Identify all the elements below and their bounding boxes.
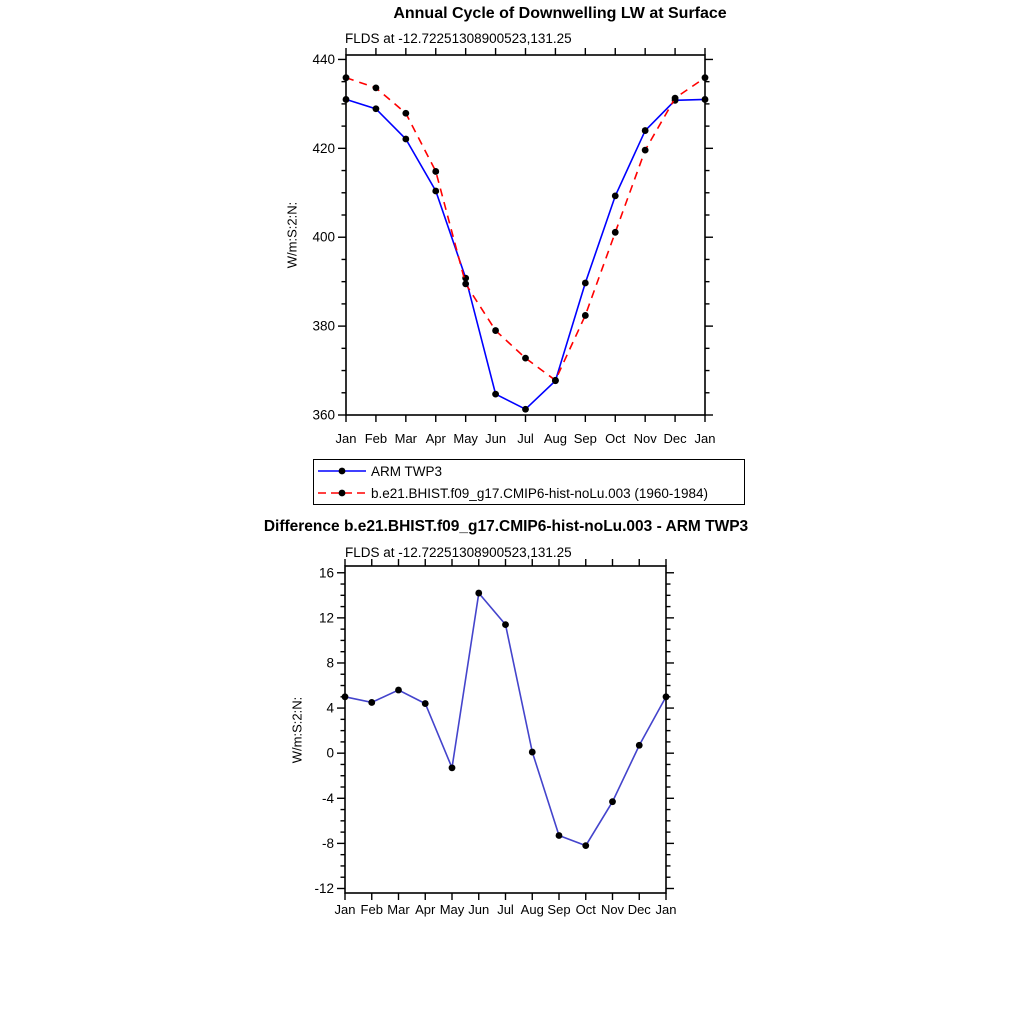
top-chart	[312, 48, 715, 446]
top-chart-y-axis-label: W/m:S:2:N:	[284, 201, 300, 269]
data-point	[475, 590, 482, 597]
data-point	[522, 355, 529, 362]
y-tick-label: 360	[312, 407, 335, 423]
data-point	[492, 391, 499, 398]
y-tick-label: 420	[312, 140, 335, 156]
top-chart-series-line-1	[346, 78, 705, 381]
data-point	[702, 74, 709, 81]
x-tick-label: Feb	[364, 431, 388, 446]
x-tick-label: Nov	[600, 902, 625, 917]
y-tick-label: 4	[326, 700, 334, 716]
data-point	[529, 749, 536, 756]
x-tick-label: Jan	[335, 431, 357, 446]
legend-item-model	[314, 482, 744, 504]
x-tick-label: May	[439, 902, 465, 917]
data-point	[582, 842, 589, 849]
data-point	[462, 280, 469, 287]
bottom-chart-frame	[345, 566, 666, 893]
top-chart-subtitle: FLDS at -12.72251308900523,131.25	[345, 31, 572, 46]
legend-label-model: b.e21.BHIST.f09_g17.CMIP6-hist-noLu.003 (1960-1984)	[371, 485, 708, 501]
data-point	[422, 700, 429, 707]
x-tick-label: Jul	[517, 431, 534, 446]
data-point	[449, 764, 456, 771]
data-point	[432, 168, 439, 175]
data-point	[609, 798, 616, 805]
x-tick-label: Aug	[543, 431, 567, 446]
data-point	[672, 95, 679, 102]
bottom-chart	[314, 559, 676, 917]
data-point	[502, 621, 509, 628]
y-tick-label: 400	[312, 229, 335, 245]
data-point	[642, 147, 649, 154]
x-tick-label: Oct	[605, 431, 626, 446]
x-tick-label: Apr	[415, 902, 436, 917]
data-point	[342, 693, 349, 700]
x-tick-label: Sep	[573, 431, 597, 446]
y-tick-label: 12	[318, 610, 334, 626]
data-point	[702, 96, 709, 103]
data-point	[368, 699, 375, 706]
y-tick-label: 0	[326, 745, 334, 761]
x-tick-label: Jun	[468, 902, 490, 917]
data-point	[373, 105, 380, 112]
x-tick-label: Nov	[633, 431, 657, 446]
data-point	[556, 832, 563, 839]
data-point	[432, 188, 439, 195]
data-point	[552, 377, 559, 384]
data-point	[492, 327, 499, 334]
y-tick-label: 440	[312, 51, 335, 67]
data-point	[395, 687, 402, 694]
bottom-chart-y-axis-label: W/m:S:2:N:	[289, 696, 305, 764]
x-tick-label: Dec	[627, 902, 651, 917]
legend-item-arm-twp3	[314, 460, 744, 482]
data-point	[636, 742, 643, 749]
data-point	[663, 693, 670, 700]
x-tick-label: Jul	[497, 902, 514, 917]
x-tick-label: Aug	[520, 902, 544, 917]
bottom-chart-title: Difference b.e21.BHIST.f09_g17.CMIP6-hist-noLu.003 - ARM TWP3	[263, 518, 749, 535]
bottom-chart-subtitle: FLDS at -12.72251308900523,131.25	[345, 545, 572, 560]
y-tick-label: 380	[312, 318, 335, 334]
legend-line-sample-solid	[316, 460, 368, 482]
data-point	[343, 74, 350, 81]
x-tick-label: Jan	[655, 902, 677, 917]
x-tick-label: Jan	[334, 902, 356, 917]
data-point	[343, 96, 350, 103]
x-tick-label: Jun	[485, 431, 507, 446]
top-chart-series-line-0	[346, 99, 705, 409]
top-chart-title: Annual Cycle of Downwelling LW at Surface	[393, 5, 727, 22]
y-tick-label: 16	[318, 565, 334, 581]
legend-label-arm-twp3: ARM TWP3	[371, 463, 443, 479]
x-tick-label: Dec	[663, 431, 687, 446]
y-tick-label: -12	[314, 880, 334, 896]
data-point	[612, 229, 619, 236]
data-point	[522, 406, 529, 413]
x-tick-label: Mar	[394, 431, 418, 446]
x-tick-label: Mar	[387, 902, 410, 917]
x-tick-label: Feb	[360, 902, 383, 917]
legend-line-sample-dashed	[316, 482, 368, 504]
legend-marker-dot	[339, 468, 346, 475]
data-point	[642, 127, 649, 134]
y-tick-label: -8	[321, 835, 334, 851]
data-point	[402, 110, 409, 117]
legend	[313, 459, 745, 505]
data-point	[582, 312, 589, 319]
y-tick-label: 8	[326, 655, 334, 671]
x-tick-label: Sep	[547, 902, 571, 917]
bottom-chart-series-line-0	[345, 593, 666, 846]
y-tick-label: -4	[321, 790, 334, 806]
data-point	[402, 136, 409, 143]
data-point	[373, 84, 380, 91]
x-tick-label: Jan	[694, 431, 716, 446]
x-tick-label: May	[453, 431, 478, 446]
data-point	[612, 192, 619, 199]
legend-marker-dot	[339, 490, 346, 497]
x-tick-label: Apr	[425, 431, 446, 446]
x-tick-label: Oct	[575, 902, 596, 917]
data-point	[582, 280, 589, 287]
